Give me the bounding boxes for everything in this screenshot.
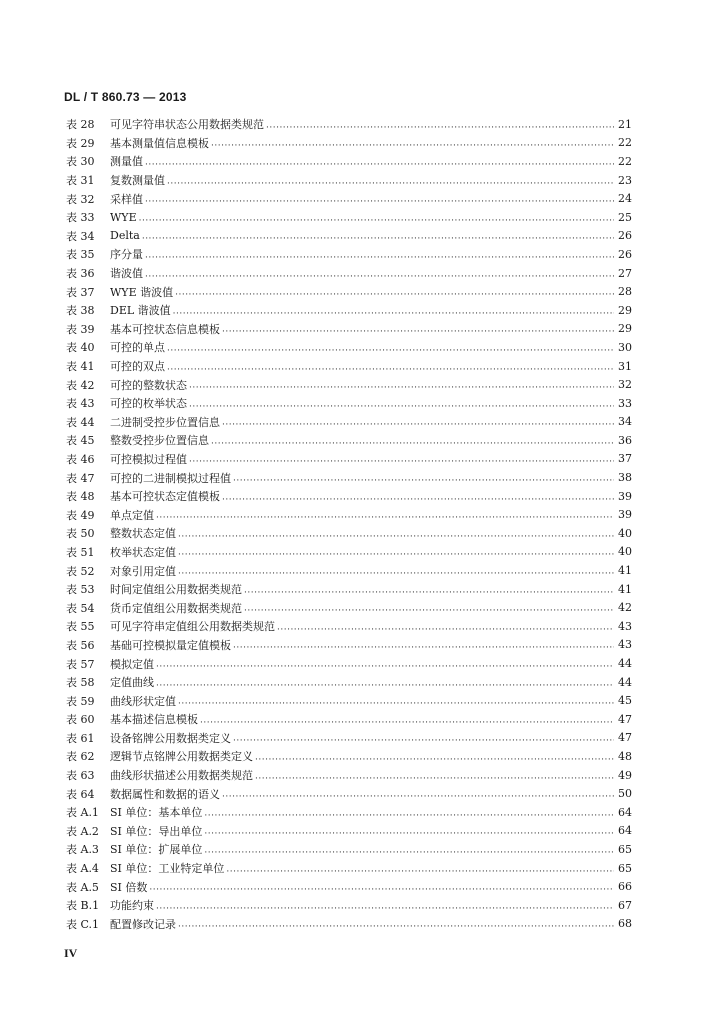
toc-entry-number: 表 59 [66,694,95,708]
toc-entry[interactable] [66,877,632,896]
toc-entry-page: 68 [618,917,632,931]
toc-entry-title: 模拟定值 [110,657,154,671]
toc-entry[interactable] [66,747,632,766]
toc-entry-number: 表 B.1 [66,899,100,913]
toc-entry-number: 表 29 [66,136,95,150]
toc-entry[interactable] [66,784,632,803]
toc-entry-title: 曲线形状定值 [110,694,176,708]
toc-entry[interactable] [66,394,632,413]
toc-entry[interactable] [66,561,632,580]
toc-entry-title: 配置修改记录 [110,917,176,931]
toc-entry-number: 表 45 [66,434,95,448]
toc-entry-number: 表 38 [66,304,95,318]
toc-entry[interactable] [66,673,632,692]
toc-entry-number: 表 53 [66,583,95,597]
toc-entry[interactable] [66,208,632,227]
toc-entry[interactable] [66,543,632,562]
toc-entry[interactable] [66,915,632,934]
toc-entry-title: WYE 谐波值 [110,285,174,299]
toc-entry-number: 表 43 [66,397,95,411]
toc-entry-number: 表 35 [66,248,95,262]
toc-entry[interactable] [66,524,632,543]
toc-entry-page: 45 [618,694,632,708]
dot-leader [145,269,614,280]
page-header: DL / T 860.73 — 2013 [64,90,187,104]
toc-entry[interactable] [66,320,632,339]
dot-leader [178,547,614,558]
toc-entry-title: 设备铭牌公用数据类定义 [110,731,231,745]
toc-entry[interactable] [66,654,632,673]
toc-entry-number: 表 32 [66,192,95,206]
toc-entry[interactable] [66,896,632,915]
toc-entry-page: 67 [618,898,632,912]
toc-entry-page: 38 [618,471,632,485]
toc-entry-number: 表 50 [66,527,95,541]
toc-entry-page: 31 [618,359,632,373]
dot-leader [204,826,614,837]
toc-entry[interactable] [66,301,632,320]
toc-entry-title: SI 单位：扩展单位 [110,843,203,857]
toc-entry-title: 可控的枚举状态 [110,397,187,411]
toc-entry-number: 表 28 [66,118,95,132]
toc-entry-number: 表 55 [66,620,95,634]
toc-entry[interactable] [66,171,632,190]
toc-entry-title: DEL 谐波值 [110,304,171,318]
toc-entry-title: 可见字符串定值组公用数据类规范 [110,620,275,634]
toc-entry-title: 货币定值组公用数据类规范 [110,601,242,615]
dot-leader [222,492,614,503]
toc-entry-number: 表 62 [66,750,95,764]
dot-leader [189,399,614,410]
dot-leader [145,250,614,261]
toc-entry-number: 表 46 [66,452,95,466]
toc-entry-page: 41 [618,582,632,596]
toc-entry-number: 表 30 [66,155,95,169]
toc-entry-page: 43 [618,619,632,633]
toc-entry-page: 66 [618,880,632,894]
toc-entry-page: 48 [618,749,632,763]
toc-entry-page: 40 [618,526,632,540]
toc-entry-page: 29 [618,322,632,336]
toc-entry-number: 表 41 [66,360,95,374]
dot-leader [156,678,614,689]
toc-entry-number: 表 C.1 [66,917,100,931]
dot-leader [189,454,614,465]
toc-entry[interactable] [66,134,632,153]
toc-entry-page: 23 [618,173,632,187]
toc-entry-page: 24 [618,192,632,206]
toc-entry[interactable] [66,375,632,394]
toc-entry-title: 序分量 [110,248,143,262]
toc-entry-page: 42 [618,601,632,615]
toc-entry[interactable] [66,505,632,524]
dot-leader [200,715,614,726]
toc-entry-page: 49 [618,768,632,782]
toc-entry-page: 65 [618,842,632,856]
toc-entry-page: 22 [618,154,632,168]
toc-entry[interactable] [66,691,632,710]
dot-leader [156,901,614,912]
toc-entry-title: 整数受控步位置信息 [110,434,209,448]
toc-entry-page: 43 [618,638,632,652]
dot-leader [222,417,614,428]
toc-entry-title: SI 单位：基本单位 [110,806,203,820]
toc-entry-title: SI 单位：工业特定单位 [110,862,225,876]
toc-entry-number: 表 A.5 [66,880,99,894]
toc-entry-number: 表 58 [66,676,95,690]
toc-entry-number: 表 31 [66,174,95,188]
toc-entry-title: 单点定值 [110,508,154,522]
dot-leader [222,789,614,800]
toc-entry[interactable] [66,413,632,432]
dot-leader [178,529,614,540]
toc-entry-page: 36 [618,433,632,447]
dot-leader [178,696,614,707]
toc-entry-page: 41 [618,564,632,578]
toc-entry[interactable] [66,282,632,301]
toc-entry-title: 可控的二进制模拟过程值 [110,471,231,485]
toc-entry-title: WYE [110,210,137,224]
toc-entry-page: 40 [618,545,632,559]
toc-entry-title: 基本描述信息模板 [110,713,198,727]
toc-entry[interactable] [66,357,632,376]
toc-entry-number: 表 39 [66,322,95,336]
table-of-contents [66,115,632,933]
toc-entry-number: 表 42 [66,378,95,392]
toc-entry-title: 可见字符串状态公用数据类规范 [110,118,264,132]
toc-entry[interactable] [66,598,632,617]
toc-entry-number: 表 57 [66,657,95,671]
page-number: IV [64,946,78,960]
toc-entry[interactable] [66,803,632,822]
toc-entry-title: 数据属性和数据的语义 [110,787,220,801]
toc-entry-page: 34 [618,415,632,429]
toc-entry[interactable] [66,450,632,469]
dot-leader [233,733,614,744]
dot-leader [139,213,614,224]
dot-leader [142,231,614,242]
toc-entry-title: 整数状态定值 [110,527,176,541]
toc-entry-number: 表 48 [66,490,95,504]
toc-entry-page: 29 [618,303,632,317]
toc-entry-title: 对象引用定值 [110,564,176,578]
toc-entry-number: 表 34 [66,229,95,243]
toc-entry[interactable] [66,487,632,506]
toc-entry-number: 表 47 [66,471,95,485]
toc-entry-page: 25 [618,210,632,224]
toc-entry-page: 64 [618,824,632,838]
toc-entry-title: 功能约束 [110,899,154,913]
toc-entry-title: 基本可控状态信息模板 [110,322,220,336]
toc-entry-page: 21 [618,117,632,131]
dot-leader [175,287,614,298]
toc-entry-title: 曲线形状描述公用数据类规范 [110,769,253,783]
dot-leader [255,752,614,763]
toc-entry-title: 复数测量值 [110,174,165,188]
toc-entry[interactable] [66,729,632,748]
toc-entry-number: 表 A.4 [66,862,99,876]
toc-entry-number: 表 52 [66,564,95,578]
toc-entry[interactable] [66,580,632,599]
toc-entry-page: 22 [618,136,632,150]
toc-entry[interactable] [66,189,632,208]
toc-entry[interactable] [66,859,632,878]
toc-entry-title: 测量值 [110,155,143,169]
dot-leader [156,510,614,521]
dot-leader [189,380,614,391]
toc-entry-number: 表 60 [66,713,95,727]
toc-entry-page: 28 [618,285,632,299]
toc-entry[interactable] [66,710,632,729]
dot-leader [145,157,614,168]
toc-entry-title: 基础可控模拟量定值模板 [110,638,231,652]
dot-leader [211,138,614,149]
toc-entry-title: 谐波值 [110,267,143,281]
toc-entry-title: 二进制受控步位置信息 [110,415,220,429]
toc-entry[interactable] [66,338,632,357]
toc-entry[interactable] [66,822,632,841]
toc-entry-number: 表 61 [66,731,95,745]
toc-entry-title: 可控的双点 [110,360,165,374]
toc-entry-number: 表 44 [66,415,95,429]
toc-entry-page: 26 [618,247,632,261]
toc-entry-number: 表 63 [66,769,95,783]
dot-leader [244,585,614,596]
toc-entry-page: 27 [618,266,632,280]
dot-leader [222,324,614,335]
toc-entry-number: 表 A.2 [66,824,99,838]
toc-entry-page: 39 [618,508,632,522]
toc-entry-number: 表 40 [66,341,95,355]
toc-entry-number: 表 54 [66,601,95,615]
dot-leader [156,659,614,670]
toc-entry-number: 表 37 [66,285,95,299]
toc-entry[interactable] [66,431,632,450]
toc-entry-page: 30 [618,340,632,354]
toc-entry-page: 33 [618,396,632,410]
dot-leader [277,622,614,633]
toc-entry-title: 基本测量值信息模板 [110,136,209,150]
toc-entry-page: 47 [618,731,632,745]
toc-entry-title: SI 单位：导出单位 [110,824,203,838]
toc-entry-title: 可控的单点 [110,341,165,355]
dot-leader [266,120,614,131]
toc-entry-page: 44 [618,657,632,671]
toc-entry-number: 表 64 [66,787,95,801]
toc-entry-page: 50 [618,787,632,801]
toc-entry-title: Delta [110,229,140,243]
dot-leader [167,362,614,373]
toc-entry-title: 定值曲线 [110,676,154,690]
toc-entry-title: 采样值 [110,192,143,206]
toc-entry[interactable] [66,264,632,283]
toc-entry-title: 枚举状态定值 [110,545,176,559]
toc-entry-page: 26 [618,229,632,243]
toc-entry-page: 47 [618,712,632,726]
dot-leader [178,566,614,577]
toc-entry-page: 32 [618,378,632,392]
dot-leader [167,343,614,354]
toc-entry-number: 表 51 [66,545,95,559]
dot-leader [178,919,614,930]
toc-entry-page: 37 [618,452,632,466]
dot-leader [149,882,614,893]
toc-entry[interactable] [66,245,632,264]
toc-entry-page: 64 [618,805,632,819]
toc-entry-page: 39 [618,489,632,503]
dot-leader [226,864,614,875]
toc-entry[interactable] [66,766,632,785]
toc-entry-number: 表 49 [66,508,95,522]
toc-entry-title: 逻辑节点铭牌公用数据类定义 [110,750,253,764]
toc-entry-title: 基本可控状态定值模板 [110,490,220,504]
toc-entry[interactable] [66,636,632,655]
toc-entry[interactable] [66,115,632,134]
toc-entry[interactable] [66,152,632,171]
toc-entry[interactable] [66,227,632,246]
toc-entry-number: 表 A.3 [66,843,99,857]
toc-entry[interactable] [66,468,632,487]
dot-leader [173,306,614,317]
toc-entry-title: 时间定值组公用数据类规范 [110,583,242,597]
toc-entry[interactable] [66,840,632,859]
toc-entry-number: 表 33 [66,211,95,225]
dot-leader [255,771,614,782]
dot-leader [233,640,614,651]
dot-leader [211,436,614,447]
toc-entry-number: 表 36 [66,267,95,281]
dot-leader [244,603,614,614]
dot-leader [145,194,614,205]
dot-leader [233,473,614,484]
dot-leader [167,176,614,187]
dot-leader [204,845,614,856]
toc-entry-title: SI 倍数 [110,880,148,894]
toc-entry-title: 可控模拟过程值 [110,452,187,466]
toc-entry-number: 表 56 [66,638,95,652]
toc-entry-title: 可控的整数状态 [110,378,187,392]
toc-entry-page: 44 [618,675,632,689]
toc-entry-number: 表 A.1 [66,806,99,820]
toc-entry-page: 65 [618,861,632,875]
toc-entry[interactable] [66,617,632,636]
dot-leader [204,808,614,819]
